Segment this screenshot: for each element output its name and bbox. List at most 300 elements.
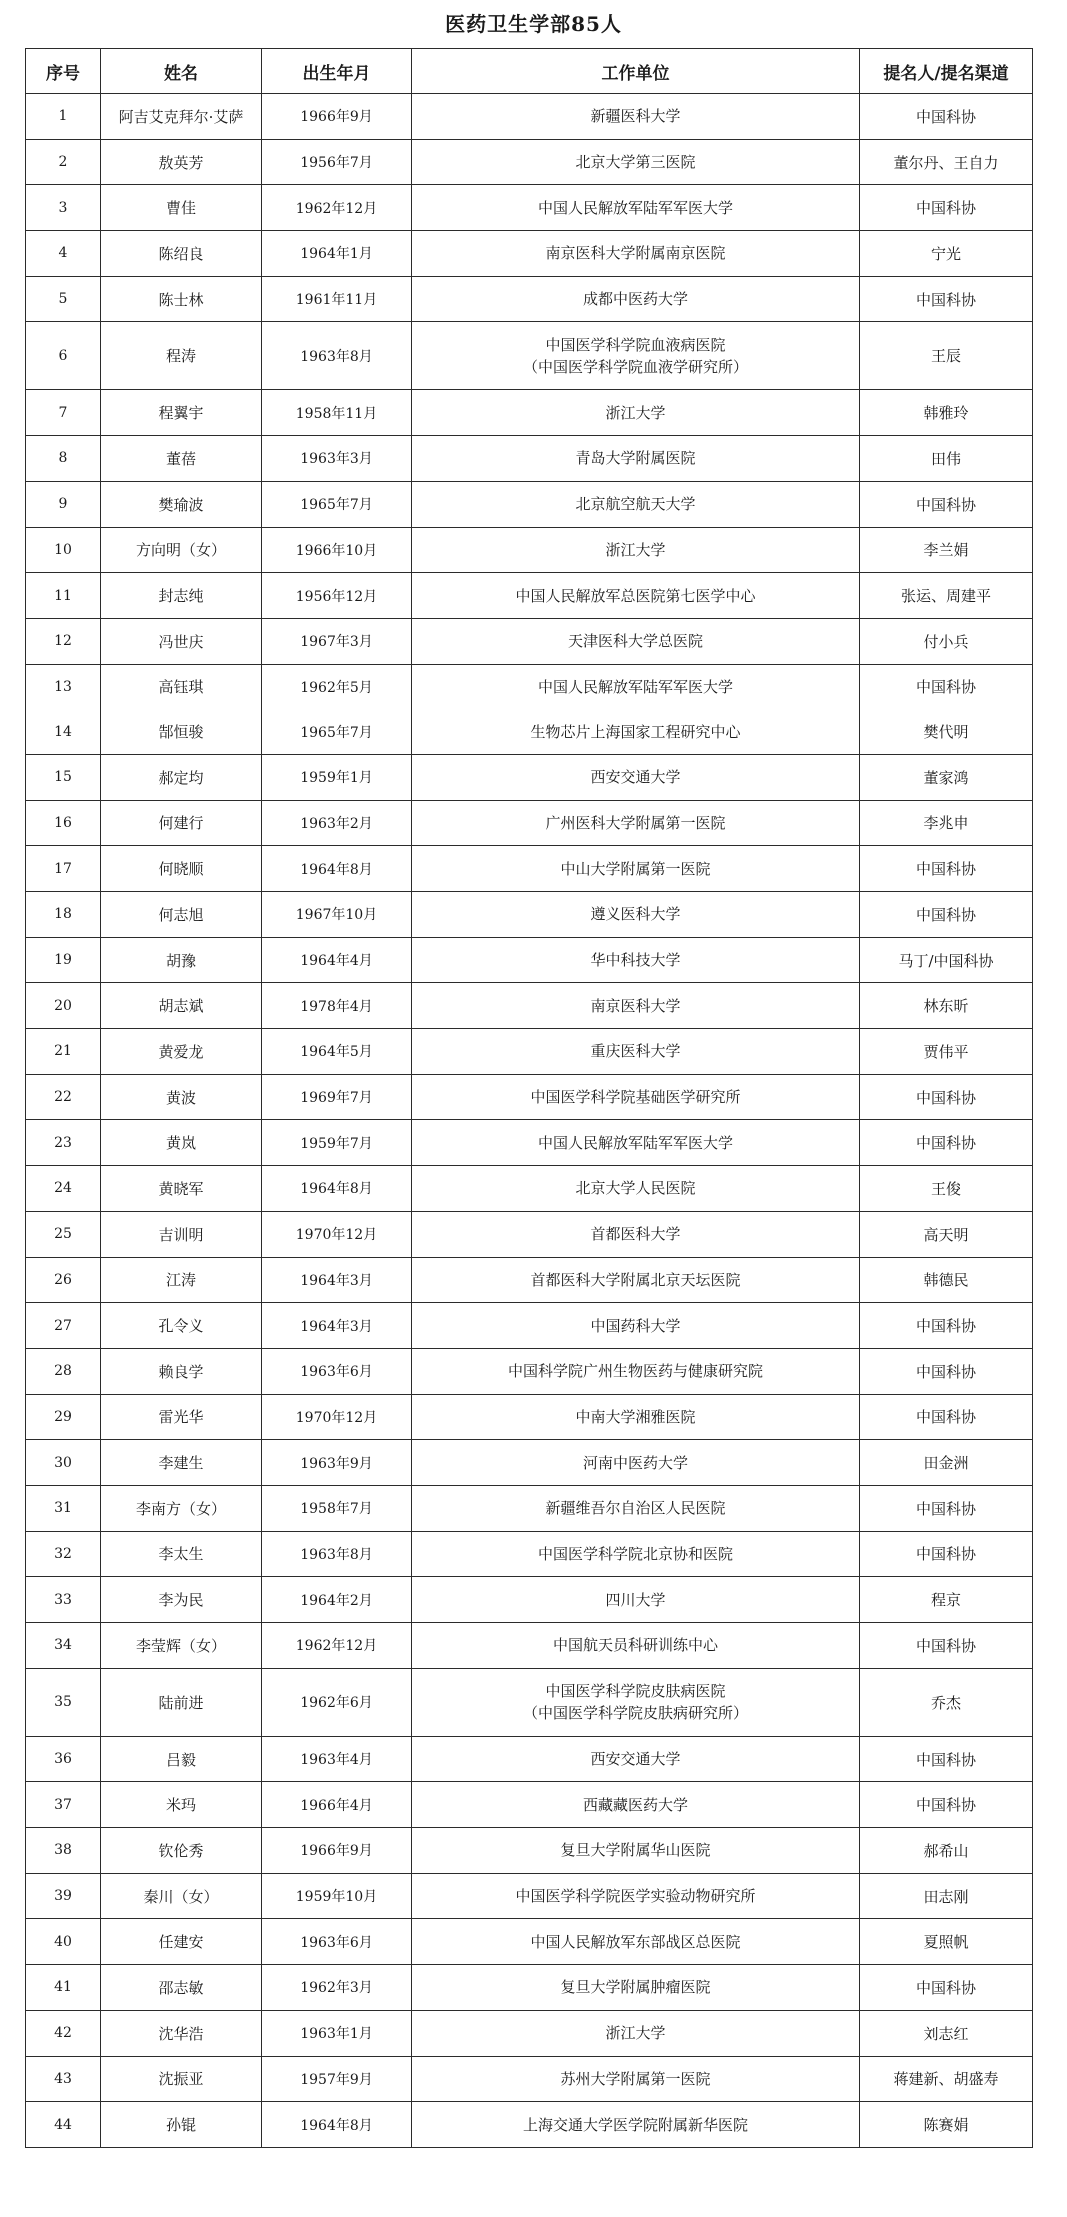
table-row [26,1303,1033,1349]
cell-unit [412,1303,860,1349]
cell-unit-line: 新疆维吾尔自治区人民医院 [545,1499,726,1518]
cell-unit [412,1257,860,1303]
cell-nominator: 中国科协 [860,1531,1033,1577]
cell-unit [412,754,860,800]
cell-no: 38 [26,1828,101,1874]
cell-birth: 1963年9月 [262,1440,412,1486]
cell-birth: 1963年6月 [262,1919,412,1965]
cell-nominator: 付小兵 [860,618,1033,664]
cell-no: 42 [26,2010,101,2056]
cell-no: 14 [26,709,101,754]
table-row [26,436,1033,482]
cell-unit [412,1577,860,1623]
cell-no: 29 [26,1394,101,1440]
table-row [26,94,1033,140]
cell-no: 6 [26,322,101,390]
cell-name: 李建生 [101,1440,262,1486]
cell-unit [412,1120,860,1166]
cell-no: 37 [26,1782,101,1828]
cell-no: 44 [26,2102,101,2148]
table-row [26,2102,1033,2148]
cell-unit-line: 中南大学湘雅医院 [575,1407,696,1426]
cell-nominator: 中国科协 [860,892,1033,938]
cell-nominator: 中国科协 [860,1736,1033,1782]
table-row [26,1873,1033,1919]
table-body [26,94,1033,2148]
cell-nominator: 董尔丹、王自力 [860,139,1033,185]
cell-no: 27 [26,1303,101,1349]
cell-no: 35 [26,1668,101,1736]
cell-name: 胡豫 [101,937,262,983]
cell-name: 樊瑜波 [101,481,262,527]
cell-name: 何建行 [101,800,262,846]
cell-unit-line: 成都中医药大学 [582,290,688,309]
table-row [26,1211,1033,1257]
cell-nominator: 中国科协 [860,185,1033,231]
cell-birth: 1964年2月 [262,1577,412,1623]
cell-unit [412,618,860,664]
cell-unit [412,139,860,185]
cell-unit-line: 中国医学科学院皮肤病医院 [545,1682,726,1701]
cell-no: 32 [26,1531,101,1577]
cell-no: 3 [26,185,101,231]
table-row [26,983,1033,1029]
table-row [26,1736,1033,1782]
cell-no: 12 [26,618,101,664]
table-row [26,573,1033,619]
cell-unit-line: 重庆医科大学 [590,1042,681,1061]
cell-unit [412,1166,860,1212]
table-row [26,1485,1033,1531]
cell-nominator: 夏照帆 [860,1919,1033,1965]
cell-birth: 1963年4月 [262,1736,412,1782]
cell-unit-line: 北京大学第三医院 [575,153,696,172]
table-row [26,1074,1033,1120]
cell-name: 李为民 [101,1577,262,1623]
table-row [26,1623,1033,1669]
cell-nominator: 田志刚 [860,1873,1033,1919]
cell-name: 秦川（女） [101,1873,262,1919]
cell-unit-line: 新疆医科大学 [590,107,681,126]
table-row [26,1440,1033,1486]
cell-no: 10 [26,527,101,573]
cell-birth: 1962年3月 [262,1965,412,2011]
cell-unit-line: 苏州大学附属第一医院 [560,2069,711,2088]
cell-no: 11 [26,573,101,619]
cell-birth: 1970年12月 [262,1211,412,1257]
table-row [26,754,1033,800]
cell-unit-line: 中国人民解放军陆军军医大学 [537,1133,733,1152]
cell-birth: 1964年5月 [262,1029,412,1075]
cell-birth: 1970年12月 [262,1394,412,1440]
table-row [26,709,1033,754]
cell-nominator: 中国科协 [860,1965,1033,2011]
cell-unit [412,664,860,709]
cell-name: 雷光华 [101,1394,262,1440]
cell-birth: 1963年2月 [262,800,412,846]
cell-no: 5 [26,276,101,322]
cell-nominator: 贾伟平 [860,1029,1033,1075]
cell-nominator: 中国科协 [860,1782,1033,1828]
cell-name: 黄岚 [101,1120,262,1166]
cell-unit-line: 中国医学科学院基础医学研究所 [530,1088,741,1107]
cell-nominator: 董家鸿 [860,754,1033,800]
cell-nominator: 蒋建新、胡盛寿 [860,2056,1033,2102]
cell-no: 7 [26,390,101,436]
cell-no: 1 [26,94,101,140]
cell-birth: 1964年8月 [262,1166,412,1212]
table-row [26,1394,1033,1440]
cell-nominator: 马丁/中国科协 [860,937,1033,983]
cell-name: 李莹辉（女） [101,1623,262,1669]
cell-birth: 1962年12月 [262,185,412,231]
table-row [26,664,1033,709]
cell-no: 22 [26,1074,101,1120]
cell-nominator: 宁光 [860,231,1033,277]
cell-birth: 1966年9月 [262,94,412,140]
cell-unit-line: 北京航空航天大学 [575,495,696,514]
cell-no: 30 [26,1440,101,1486]
cell-nominator: 中国科协 [860,481,1033,527]
cell-no: 21 [26,1029,101,1075]
cell-unit-line: 首都医科大学 [590,1225,681,1244]
cell-birth: 1978年4月 [262,983,412,1029]
cell-unit-line: 广州医科大学附属第一医院 [545,813,726,832]
cell-unit-line: 中国人民解放军陆军军医大学 [537,198,733,217]
cell-unit-line: 中国医学科学院血液病医院 [545,335,726,354]
cell-birth: 1966年9月 [262,1828,412,1874]
table-row [26,1348,1033,1394]
cell-unit [412,892,860,938]
table-row [26,2056,1033,2102]
cell-name: 封志纯 [101,573,262,619]
table-row [26,892,1033,938]
cell-nominator: 中国科协 [860,1074,1033,1120]
cell-no: 13 [26,664,101,709]
cell-no: 23 [26,1120,101,1166]
table-row [26,1166,1033,1212]
cell-unit [412,1965,860,2011]
cell-unit-line: 上海交通大学医学院附属新华医院 [522,2115,748,2134]
cell-no: 15 [26,754,101,800]
cell-unit [412,1348,860,1394]
cell-no: 41 [26,1965,101,2011]
cell-nominator: 陈赛娟 [860,2102,1033,2148]
cell-nominator: 程京 [860,1577,1033,1623]
cell-no: 31 [26,1485,101,1531]
table-row [26,1120,1033,1166]
cell-birth: 1957年9月 [262,2056,412,2102]
cell-no: 39 [26,1873,101,1919]
cell-name: 沈振亚 [101,2056,262,2102]
cell-name: 程翼宇 [101,390,262,436]
cell-unit [412,937,860,983]
cell-no: 19 [26,937,101,983]
table-row [26,1828,1033,1874]
cell-birth: 1964年3月 [262,1257,412,1303]
cell-birth: 1963年6月 [262,1348,412,1394]
table-row [26,390,1033,436]
cell-unit [412,1736,860,1782]
nominee-table [25,48,1033,2148]
cell-birth: 1965年7月 [262,481,412,527]
cell-unit [412,436,860,482]
cell-unit-line: 生物芯片上海国家工程研究中心 [530,722,741,741]
cell-name: 冯世庆 [101,618,262,664]
table-header-row [26,49,1033,94]
table-row [26,481,1033,527]
cell-birth: 1962年5月 [262,664,412,709]
cell-name: 沈华浩 [101,2010,262,2056]
cell-name: 陈士林 [101,276,262,322]
cell-unit-line: 西安交通大学 [590,768,681,787]
cell-no: 34 [26,1623,101,1669]
cell-no: 20 [26,983,101,1029]
cell-no: 36 [26,1736,101,1782]
cell-name: 何晓顺 [101,846,262,892]
cell-unit [412,709,860,754]
table-row [26,185,1033,231]
table-row [26,618,1033,664]
cell-unit-line: （中国医学科学院血液学研究所） [522,357,748,376]
cell-birth: 1963年1月 [262,2010,412,2056]
cell-no: 24 [26,1166,101,1212]
cell-name: 李南方（女） [101,1485,262,1531]
cell-name: 黄晓军 [101,1166,262,1212]
cell-unit-line: 中国医学科学院医学实验动物研究所 [515,1887,756,1906]
cell-birth: 1958年7月 [262,1485,412,1531]
cell-nominator: 李兆申 [860,800,1033,846]
table-row [26,1257,1033,1303]
cell-unit [412,1531,860,1577]
cell-nominator: 中国科协 [860,94,1033,140]
cell-nominator: 王辰 [860,322,1033,390]
cell-no: 16 [26,800,101,846]
cell-no: 9 [26,481,101,527]
cell-unit [412,276,860,322]
table-row [26,1029,1033,1075]
cell-unit [412,1485,860,1531]
cell-nominator: 郝希山 [860,1828,1033,1874]
cell-birth: 1966年4月 [262,1782,412,1828]
cell-unit-line: 浙江大学 [605,540,666,559]
cell-nominator: 中国科协 [860,664,1033,709]
cell-unit-line: 中山大学附属第一医院 [560,859,711,878]
cell-name: 赖良学 [101,1348,262,1394]
cell-nominator: 中国科协 [860,1485,1033,1531]
cell-no: 33 [26,1577,101,1623]
cell-name: 曹佳 [101,185,262,231]
cell-nominator: 田伟 [860,436,1033,482]
cell-unit [412,1828,860,1874]
cell-no: 17 [26,846,101,892]
cell-name: 郜恒骏 [101,709,262,754]
cell-nominator: 中国科协 [860,1394,1033,1440]
cell-nominator: 中国科协 [860,1303,1033,1349]
table-row [26,937,1033,983]
cell-nominator: 中国科协 [860,1348,1033,1394]
cell-nominator: 樊代明 [860,709,1033,754]
cell-nominator: 韩德民 [860,1257,1033,1303]
cell-name: 何志旭 [101,892,262,938]
cell-unit [412,1074,860,1120]
cell-unit-line: 四川大学 [605,1590,666,1609]
cell-birth: 1962年6月 [262,1668,412,1736]
cell-nominator: 刘志红 [860,2010,1033,2056]
cell-unit-line: 中国医学科学院北京协和医院 [537,1544,733,1563]
table-row [26,231,1033,277]
cell-birth: 1961年11月 [262,276,412,322]
cell-unit-line: 中国人民解放军东部战区总医院 [530,1932,741,1951]
cell-name: 邵志敏 [101,1965,262,2011]
table-row [26,1965,1033,2011]
cell-name: 黄波 [101,1074,262,1120]
cell-unit [412,1440,860,1486]
cell-unit [412,800,860,846]
cell-unit-line: 西安交通大学 [590,1750,681,1769]
cell-unit [412,1029,860,1075]
cell-unit-line: 南京医科大学附属南京医院 [545,244,726,263]
cell-name: 高钰琪 [101,664,262,709]
header-no: 序号 [26,49,101,94]
cell-unit-line: 青岛大学附属医院 [575,449,696,468]
cell-unit-line: 复旦大学附属华山医院 [560,1841,711,1860]
table-row [26,276,1033,322]
table-row [26,2010,1033,2056]
cell-birth: 1958年11月 [262,390,412,436]
header-name: 姓名 [101,49,262,94]
cell-unit [412,1623,860,1669]
cell-no: 28 [26,1348,101,1394]
cell-unit-line: 浙江大学 [605,403,666,422]
cell-name: 孙锟 [101,2102,262,2148]
cell-nominator: 张运、周建平 [860,573,1033,619]
table-row [26,139,1033,185]
cell-unit [412,1919,860,1965]
cell-no: 25 [26,1211,101,1257]
header-unit: 工作单位 [412,49,860,94]
header-nominator: 提名人/提名渠道 [860,49,1033,94]
cell-no: 18 [26,892,101,938]
cell-unit-line: 复旦大学附属肿瘤医院 [560,1978,711,1997]
cell-name: 孔令义 [101,1303,262,1349]
cell-unit-line: 华中科技大学 [590,951,681,970]
cell-unit-line: 首都医科大学附属北京天坛医院 [530,1270,741,1289]
cell-name: 郝定均 [101,754,262,800]
cell-name: 江涛 [101,1257,262,1303]
cell-no: 2 [26,139,101,185]
cell-nominator: 李兰娟 [860,527,1033,573]
cell-birth: 1956年7月 [262,139,412,185]
page-title: 医药卫生学部85人 [445,12,622,36]
cell-unit-line: 西藏藏医药大学 [582,1795,688,1814]
cell-unit [412,2102,860,2148]
cell-unit [412,527,860,573]
cell-unit [412,185,860,231]
cell-name: 胡志斌 [101,983,262,1029]
cell-birth: 1964年4月 [262,937,412,983]
cell-birth: 1962年12月 [262,1623,412,1669]
table-row [26,1919,1033,1965]
cell-nominator: 中国科协 [860,276,1033,322]
cell-nominator: 林东昕 [860,983,1033,1029]
cell-birth: 1964年3月 [262,1303,412,1349]
cell-nominator: 乔杰 [860,1668,1033,1736]
cell-name: 吉训明 [101,1211,262,1257]
cell-name: 吕毅 [101,1736,262,1782]
cell-name: 李太生 [101,1531,262,1577]
table-row [26,1782,1033,1828]
cell-name: 钦伦秀 [101,1828,262,1874]
table-row [26,1531,1033,1577]
cell-nominator: 中国科协 [860,846,1033,892]
cell-name: 黄爱龙 [101,1029,262,1075]
cell-unit [412,983,860,1029]
cell-unit [412,481,860,527]
table-row [26,1577,1033,1623]
cell-no: 26 [26,1257,101,1303]
cell-nominator: 韩雅玲 [860,390,1033,436]
cell-no: 8 [26,436,101,482]
cell-no: 4 [26,231,101,277]
cell-unit [412,2010,860,2056]
cell-unit-line: 北京大学人民医院 [575,1179,696,1198]
cell-birth: 1965年7月 [262,709,412,754]
table-row [26,846,1033,892]
cell-unit [412,573,860,619]
cell-birth: 1964年1月 [262,231,412,277]
cell-name: 敖英芳 [101,139,262,185]
cell-birth: 1969年7月 [262,1074,412,1120]
cell-unit-line: 中国药科大学 [590,1316,681,1335]
cell-birth: 1956年12月 [262,573,412,619]
cell-name: 米玛 [101,1782,262,1828]
cell-unit [412,1211,860,1257]
cell-unit [412,322,860,390]
cell-birth: 1964年8月 [262,2102,412,2148]
cell-unit [412,1394,860,1440]
cell-unit-line: 中国航天员科研训练中心 [552,1636,718,1655]
cell-no: 43 [26,2056,101,2102]
cell-nominator: 田金洲 [860,1440,1033,1486]
cell-unit-line: （中国医学科学院皮肤病研究所） [522,1704,748,1723]
cell-unit-line: 河南中医药大学 [582,1453,688,1472]
table-row [26,322,1033,390]
cell-nominator: 王俊 [860,1166,1033,1212]
cell-birth: 1967年3月 [262,618,412,664]
cell-birth: 1963年8月 [262,1531,412,1577]
cell-birth: 1959年7月 [262,1120,412,1166]
table-row [26,800,1033,846]
cell-unit [412,1782,860,1828]
cell-unit [412,1873,860,1919]
cell-birth: 1964年8月 [262,846,412,892]
cell-name: 阿吉艾克拜尔·艾萨 [101,94,262,140]
cell-nominator: 高天明 [860,1211,1033,1257]
cell-unit [412,94,860,140]
cell-nominator: 中国科协 [860,1623,1033,1669]
cell-unit [412,390,860,436]
cell-birth: 1963年8月 [262,322,412,390]
cell-unit [412,846,860,892]
cell-birth: 1959年10月 [262,1873,412,1919]
cell-name: 董蓓 [101,436,262,482]
cell-unit-line: 中国人民解放军陆军军医大学 [537,677,733,696]
cell-birth: 1967年10月 [262,892,412,938]
cell-unit-line: 遵义医科大学 [590,905,681,924]
cell-nominator: 中国科协 [860,1120,1033,1166]
cell-unit [412,2056,860,2102]
